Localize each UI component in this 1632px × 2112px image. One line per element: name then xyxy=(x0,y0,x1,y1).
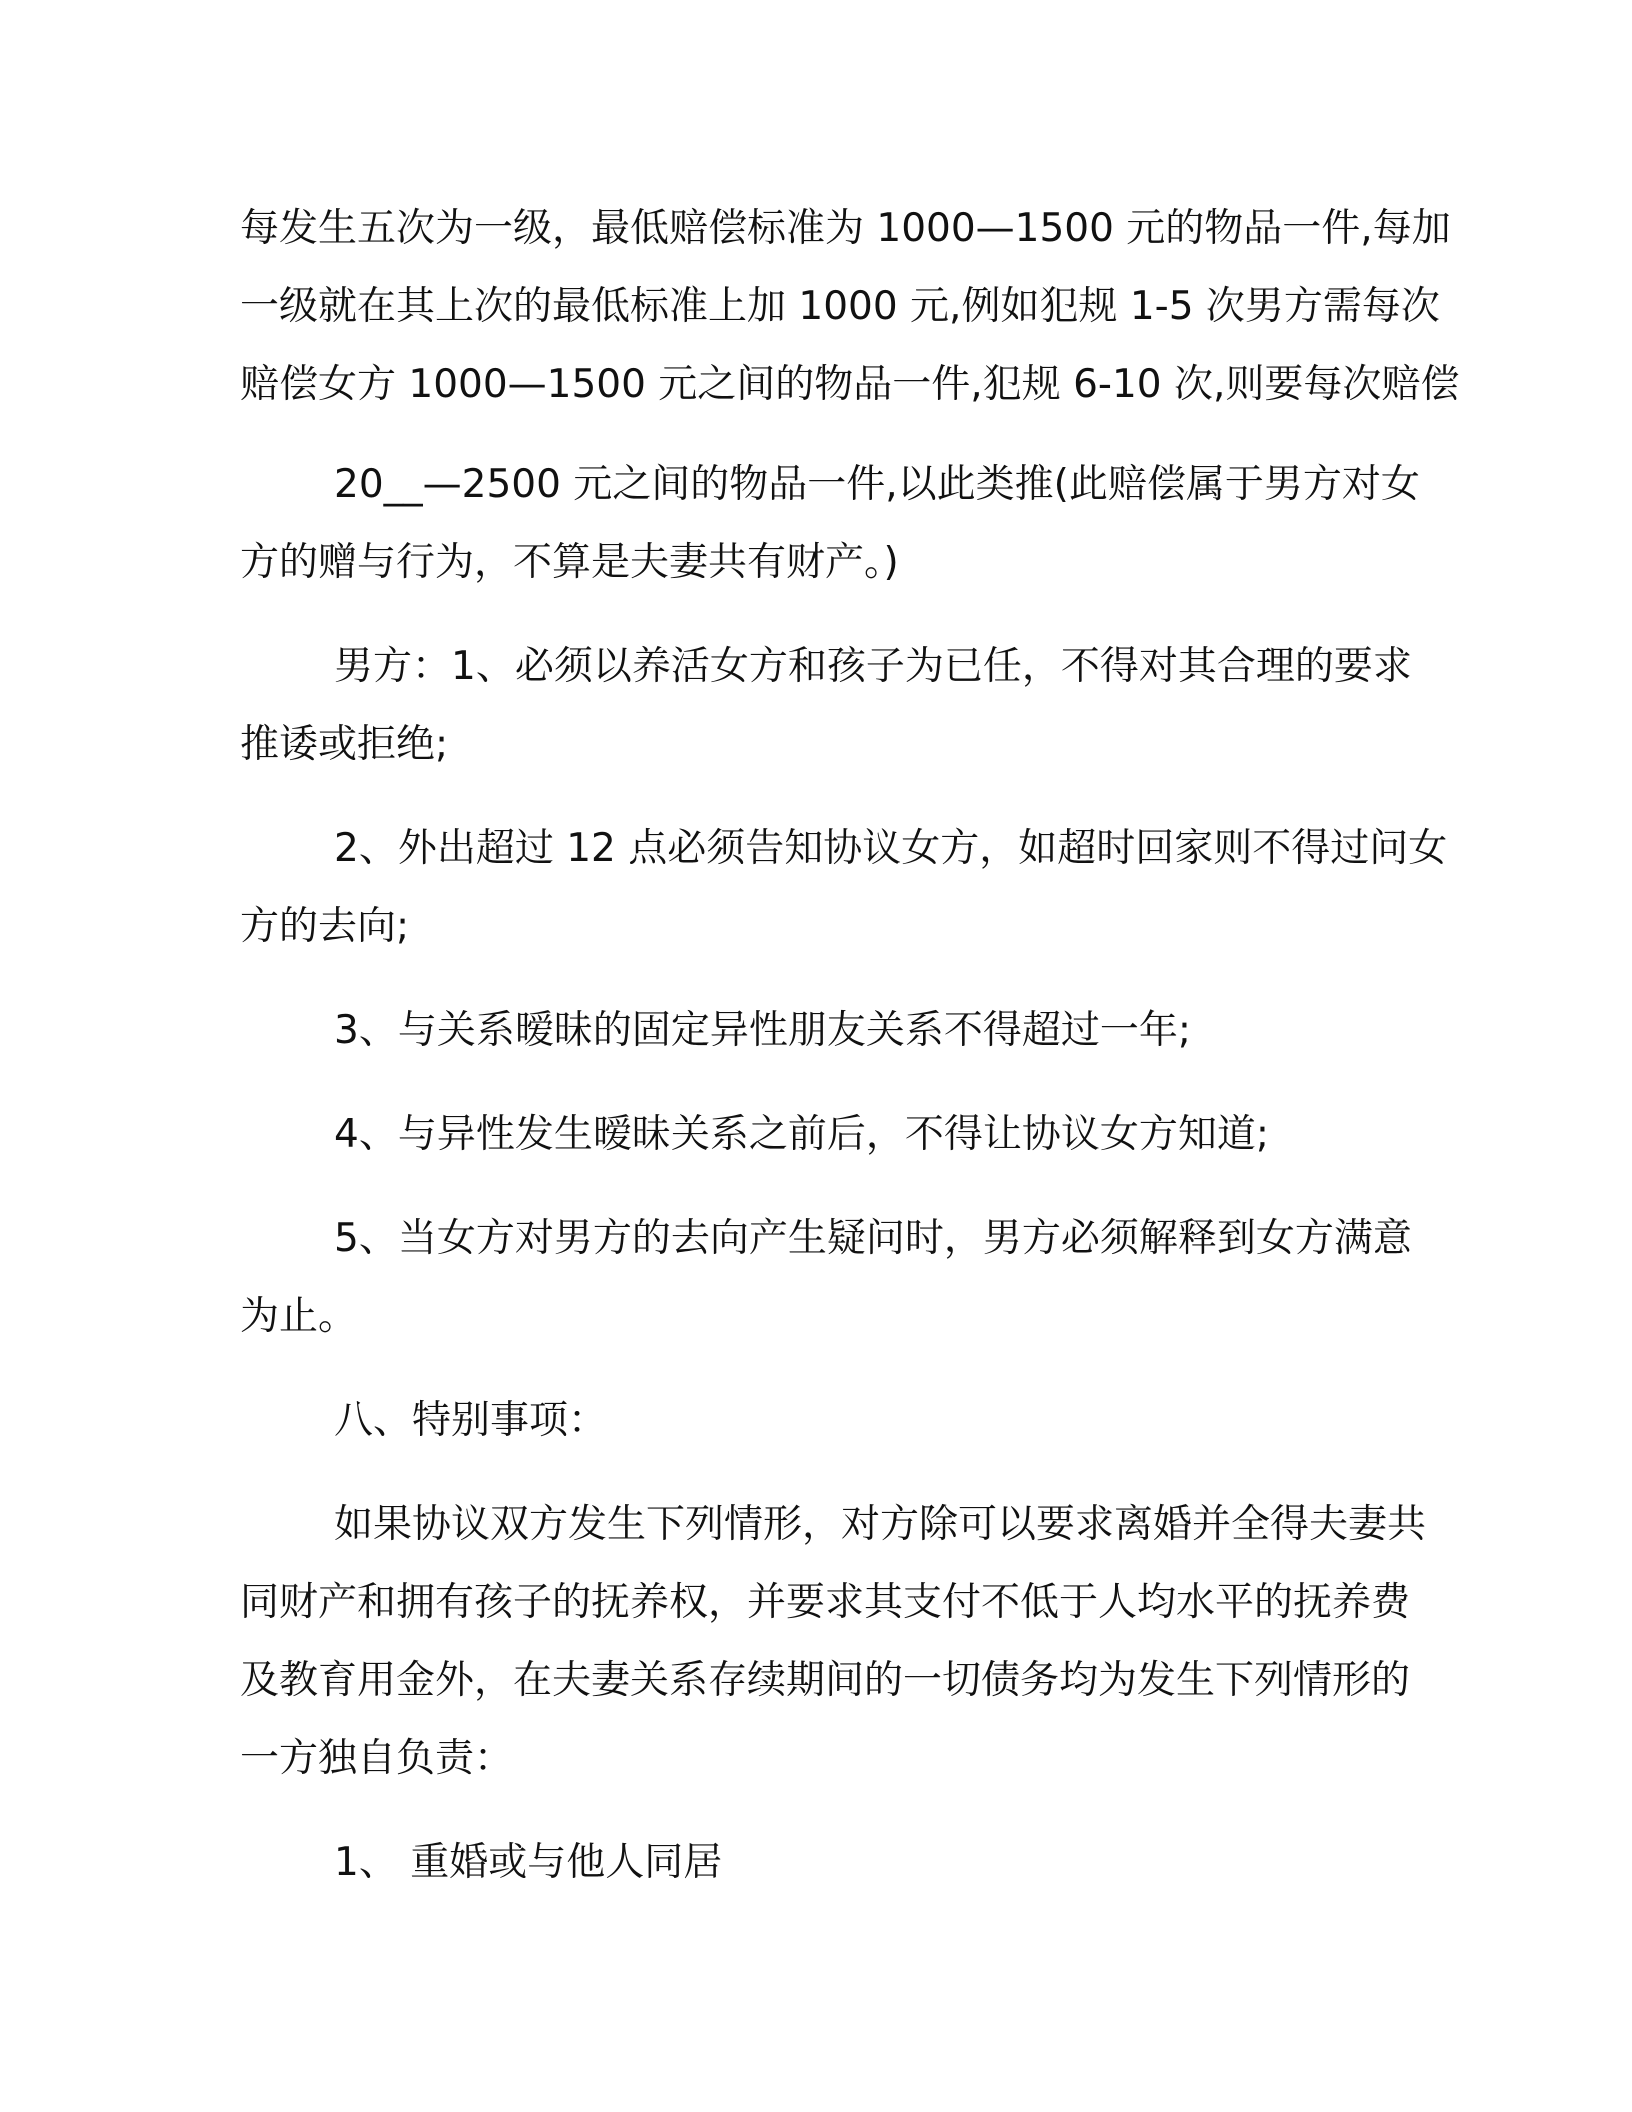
text-line: 如果协议双方发生下列情形，对方除可以要求离婚并全得夫妻共 xyxy=(334,1502,1427,1547)
text-line: 八、特别事项： xyxy=(334,1398,608,1443)
text-line: 为止。 xyxy=(240,1294,358,1339)
paragraph-special-conditions xyxy=(240,1486,1427,1798)
paragraph-compensation-example xyxy=(240,446,1420,602)
paragraph-male-item-4 xyxy=(240,1096,1390,1174)
paragraph-male-item-2 xyxy=(240,810,1448,966)
text-line: 3、与关系暧昧的固定异性朋友关系不得超过一年; xyxy=(334,1008,1191,1053)
text-line: 同财产和拥有孩子的抚养权，并要求其支付不低于人均水平的抚养费 xyxy=(240,1580,1411,1625)
paragraph-compensation-levels xyxy=(240,190,1460,424)
text-line: 方的去向; xyxy=(240,904,410,949)
document-body xyxy=(240,190,1460,1902)
text-line: 每发生五次为一级，最低赔偿标准为 1000—1500 元的物品一件,每加 xyxy=(240,206,1451,251)
paragraph-male-item-3 xyxy=(240,992,1390,1070)
section-heading-special-matters xyxy=(240,1382,1390,1460)
paragraph-male-item-1 xyxy=(240,628,1412,784)
text-line: 男方：1、必须以养活女方和孩子为已任，不得对其合理的要求 xyxy=(334,644,1412,689)
text-line: 推诿或拒绝; xyxy=(240,722,449,767)
text-line: 1、 重婚或与他人同居 xyxy=(334,1840,723,1885)
text-line: 一级就在其上次的最低标准上加 1000 元,例如犯规 1-5 次男方需每次 xyxy=(240,284,1440,329)
paragraph-male-item-5 xyxy=(240,1200,1412,1356)
text-line: 及教育用金外，在夫妻关系存续期间的一切债务均为发生下列情形的 xyxy=(240,1658,1411,1703)
text-line: 赔偿女方 1000—1500 元之间的物品一件,犯规 6-10 次,则要每次赔偿 xyxy=(240,362,1460,407)
paragraph-condition-1 xyxy=(240,1824,1390,1902)
text-line: 20__—2500 元之间的物品一件,以此类推(此赔偿属于男方对女 xyxy=(334,462,1420,507)
text-line: 5、当女方对男方的去向产生疑问时，男方必须解释到女方满意 xyxy=(334,1216,1412,1261)
text-line: 2、外出超过 12 点必须告知协议女方，如超时回家则不得过问女 xyxy=(334,826,1448,871)
text-line: 一方独自负责： xyxy=(240,1736,514,1781)
text-line: 4、与异性发生暧昧关系之前后，不得让协议女方知道; xyxy=(334,1112,1269,1157)
text-line: 方的赠与行为，不算是夫妻共有财产。) xyxy=(240,540,899,585)
